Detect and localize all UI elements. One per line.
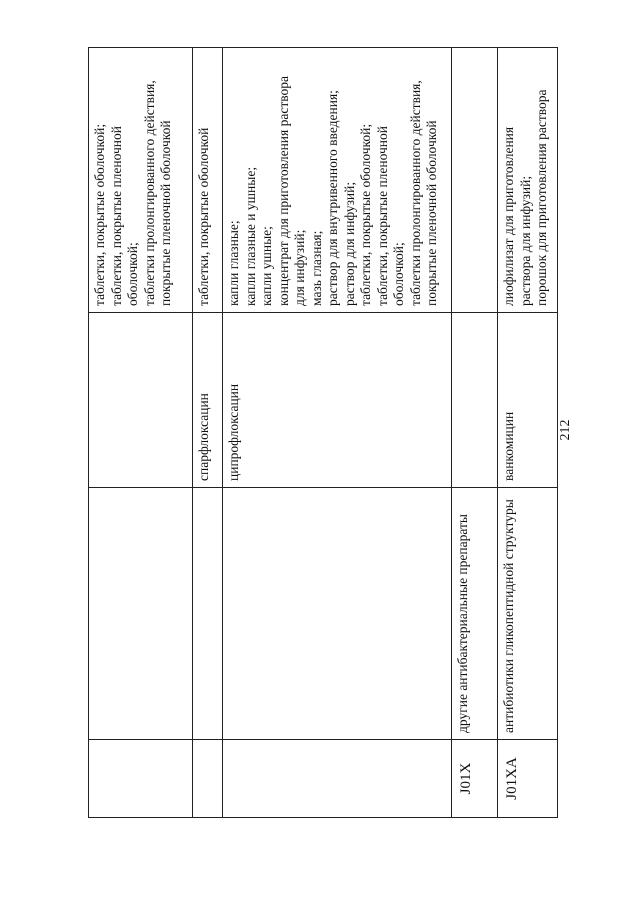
dosage-form-line: таблетки пролонгированного действия, (407, 80, 423, 306)
dosage-form-line: таблетки, покрытые оболочкой (196, 127, 211, 306)
drug-table (88, 47, 558, 818)
table-row (452, 48, 498, 818)
dosage-form-cell (498, 48, 558, 313)
table-row (223, 48, 452, 818)
dosage-form-line: концентрат для приготовления раствора (275, 75, 291, 306)
dosage-form-line: капли глазные; (226, 220, 241, 306)
dosage-form-cell (89, 48, 193, 313)
dosage-form-line: таблетки, покрытые пленочной (374, 125, 390, 306)
dosage-form-line: капли глазные и ушные; (242, 166, 258, 306)
dosage-form-line: раствор для инфузий; (341, 181, 357, 306)
atc-code-cell: J01X (452, 740, 498, 818)
dosage-form-line: покрытые пленочной оболочкой (158, 120, 173, 306)
dosage-form-line: покрытые пленочной оболочкой (424, 120, 439, 306)
atc-code-cell (223, 740, 452, 818)
atc-code-cell: J01XA (498, 740, 558, 818)
atc-code-cell (89, 740, 193, 818)
dosage-form-cell (223, 48, 452, 313)
dosage-form-line: для инфузий; (292, 229, 307, 306)
dosage-form-line: оболочкой; (391, 242, 406, 306)
dosage-form-cell (452, 48, 498, 313)
dosage-form-line: мазь глазная; (308, 230, 324, 306)
table-row (498, 48, 558, 818)
dosage-form-line: раствор для внутривенного введения; (325, 90, 340, 306)
page-number: 212 (558, 419, 573, 441)
dosage-form-line: порошок для приготовления раствора (534, 89, 549, 306)
dosage-form-line: таблетки, покрытые оболочкой; (358, 123, 373, 306)
dosage-form-line: раствора для инфузий; (517, 175, 533, 306)
inn-cell (452, 313, 498, 488)
table-row (89, 48, 193, 818)
group-cell (223, 488, 452, 740)
inn-cell: спарфлоксацин (193, 313, 223, 488)
dosage-form-line: оболочкой; (125, 242, 140, 306)
inn-cell: ципрофлоксацин (223, 313, 452, 488)
dosage-form-cell (193, 48, 223, 313)
dosage-form-line: капли ушные; (259, 226, 274, 306)
dosage-form-line: таблетки, покрытые оболочкой; (92, 123, 107, 306)
group-cell: антибиотики гликопептидной структуры (498, 488, 558, 740)
group-cell (193, 488, 223, 740)
inn-cell: ванкомицин (498, 313, 558, 488)
dosage-form-line: таблетки, покрытые пленочной (108, 125, 124, 306)
group-cell (89, 488, 193, 740)
group-cell: другие антибактериальные препараты (452, 488, 498, 740)
atc-code-cell (193, 740, 223, 818)
dosage-form-line: лиофилизат для приготовления (501, 126, 516, 306)
table-row (193, 48, 223, 818)
dosage-form-line: таблетки пролонгированного действия, (141, 80, 157, 306)
inn-cell (89, 313, 193, 488)
